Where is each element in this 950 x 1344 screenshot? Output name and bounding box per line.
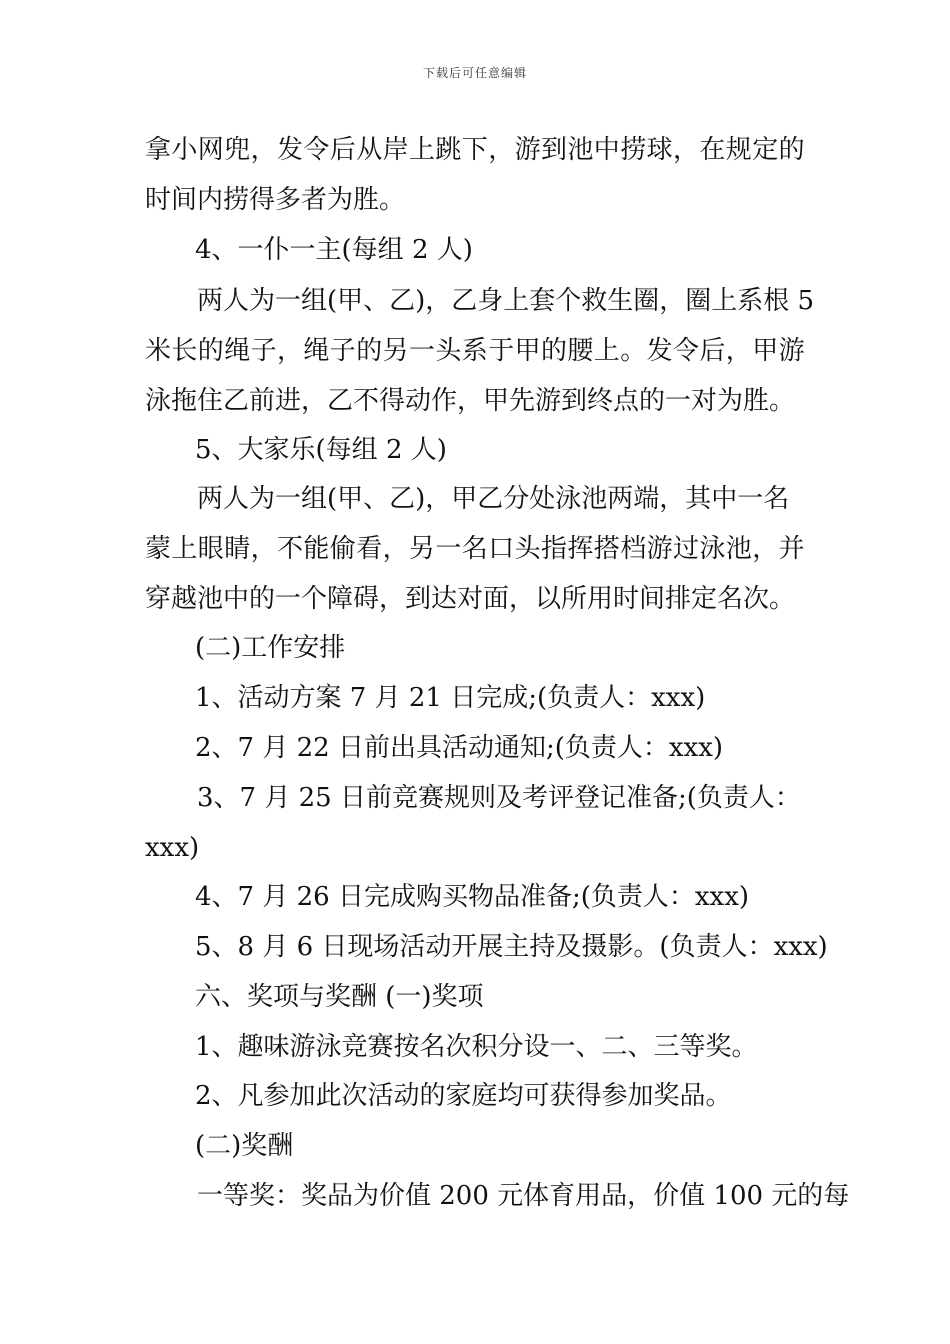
list-item: 2、7 月 22 日前出具活动通知;(负责人：xxx) — [195, 733, 723, 763]
paragraph-line: 穿越池中的一个障碍，到达对面，以所用时间排定名次。 — [145, 584, 796, 614]
list-item: 1、活动方案 7 月 21 日完成;(负责人：xxx) — [195, 683, 706, 713]
paragraph-line: 两人为一组(甲、乙)，甲乙分处泳池两端，其中一名 — [197, 484, 790, 514]
section-heading: 六、奖项与奖酬 (一)奖项 — [195, 982, 484, 1012]
section-heading: (二)奖酬 — [195, 1131, 294, 1161]
section-heading: (二)工作安排 — [195, 633, 346, 663]
paragraph-line: 拿小网兜，发令后从岸上跳下，游到池中捞球，在规定的 — [145, 135, 806, 165]
list-item: 5、8 月 6 日现场活动开展主持及摄影。(负责人：xxx) — [195, 932, 828, 962]
section-heading: 5、大家乐(每组 2 人) — [195, 435, 447, 465]
paragraph-line: 一等奖：奖品为价值 200 元体育用品，价值 100 元的每 — [197, 1181, 850, 1211]
paragraph-line: 两人为一组(甲、乙)，乙身上套个救生圈，圈上系根 5 — [197, 286, 815, 316]
list-item: 3、7 月 25 日前竞赛规则及考评登记准备;(负责人： — [197, 783, 801, 813]
paragraph-line: 时间内捞得多者为胜。 — [145, 185, 406, 215]
list-item: 1、趣味游泳竞赛按名次积分设一、二、三等奖。 — [195, 1032, 758, 1062]
section-heading: 4、一仆一主(每组 2 人) — [195, 235, 473, 265]
paragraph-line: 米长的绳子，绳子的另一头系于甲的腰上。发令后，甲游 — [145, 336, 806, 366]
list-item-continuation: xxx) — [145, 833, 200, 863]
paragraph-line: 泳拖住乙前进，乙不得动作，甲先游到终点的一对为胜。 — [145, 386, 796, 416]
paragraph-line: 蒙上眼睛，不能偷看，另一名口头指挥搭档游过泳池，并 — [145, 534, 806, 564]
list-item: 2、凡参加此次活动的家庭均可获得参加奖品。 — [195, 1081, 732, 1111]
page-header: 下载后可任意编辑 — [422, 66, 527, 80]
list-item: 4、7 月 26 日完成购买物品准备;(负责人：xxx) — [195, 882, 749, 912]
